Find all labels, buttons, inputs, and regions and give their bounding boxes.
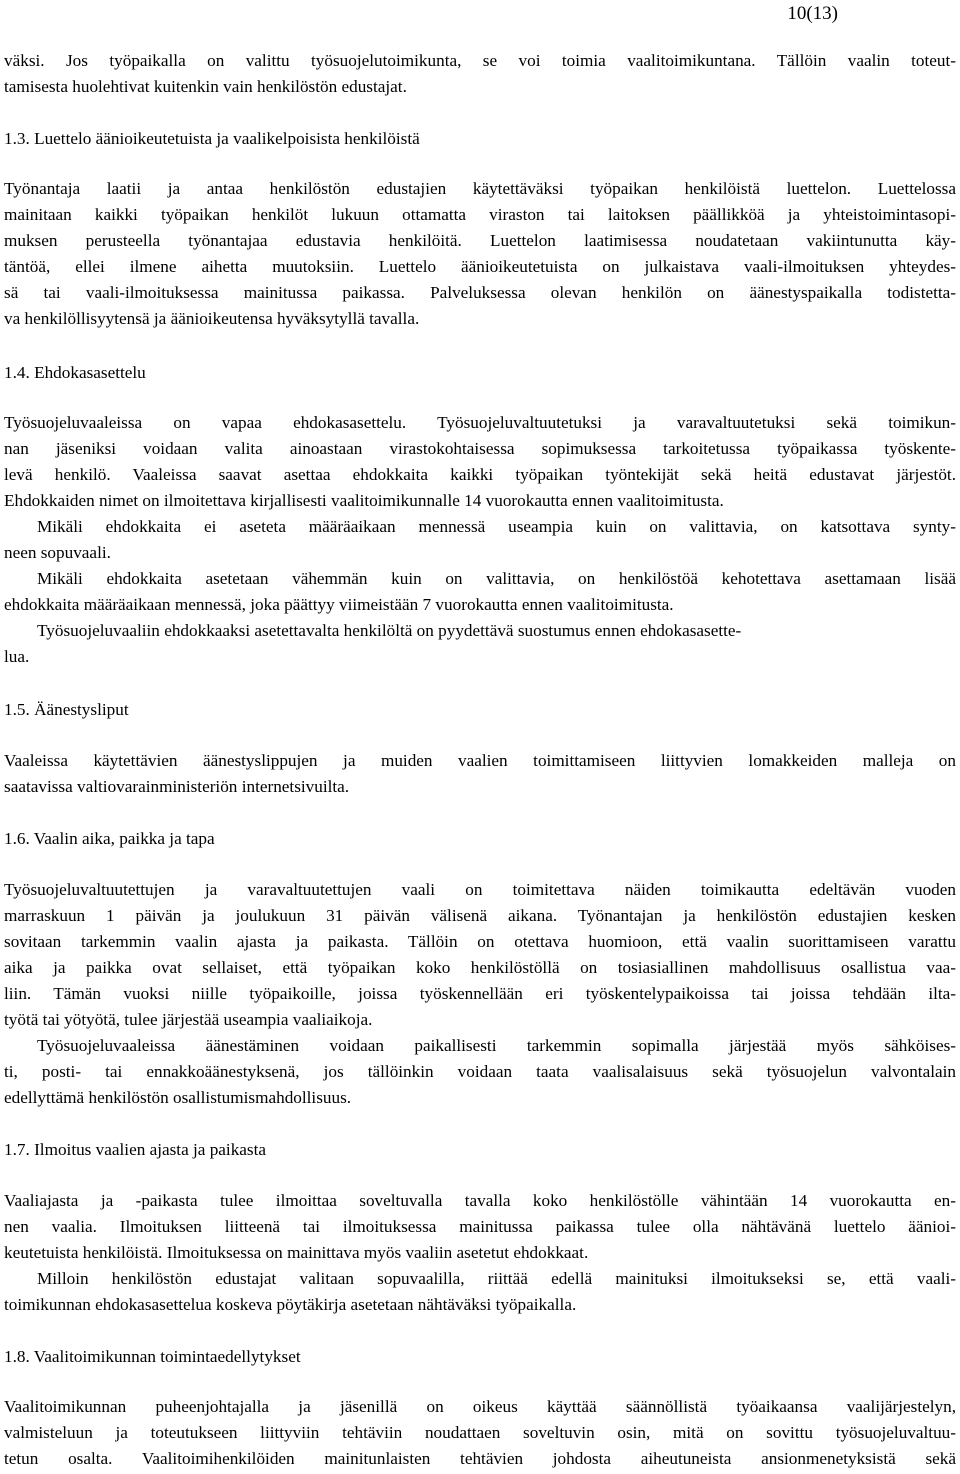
page-number: 10(13) bbox=[787, 3, 838, 24]
text-line: levä henkilö. Vaaleissa saavat asettaa ehdokkaita kaikki työpaikan työntekijät sekä heitä edustavat järjestöt. bbox=[4, 465, 956, 484]
section-heading: 1.7. Ilmoitus vaalien ajasta ja paikasta bbox=[4, 1140, 267, 1159]
text-line: Vaaleissa käytettävien äänestyslippujen ja muiden vaalien toimittamiseen liittyvien lomakkeiden malleja on bbox=[4, 751, 956, 770]
section-heading: 1.6. Vaalin aika, paikka ja tapa bbox=[4, 829, 215, 848]
text-line: Mikäli ehdokkaita asetetaan vähemmän kuin on valittavia, on henkilöstöä kehotettava asettamaan lisää bbox=[37, 569, 956, 588]
text-line: saatavissa valtiovarainministeriön internetsivuilta. bbox=[4, 777, 350, 796]
section-heading: 1.8. Vaalitoimikunnan toimintaedellytykset bbox=[4, 1347, 301, 1366]
text-line: ti, posti- tai ennakkoäänestyksenä, jos tällöinkin voidaan taata vaalisalaisuus sekä työsuojelun valvontalain bbox=[4, 1062, 956, 1081]
text-line: muksen perusteella työnantajaa edustavia henkilöitä. Luettelon laatimisessa noudatetaan vakiintunutta käy- bbox=[4, 231, 956, 250]
text-line: Työsuojeluvaaleissa äänestäminen voidaan paikallisesti tarkemmin sopimalla järjestää myös sähköises- bbox=[37, 1036, 956, 1055]
text-line: täntöä, ellei ilmene aihetta muutoksiin. Luettelo äänioikeutetuista on julkaistava vaali-ilmoituksen yhteydes- bbox=[4, 257, 956, 276]
text-line: edellyttämä henkilöstön osallistumismahdollisuus. bbox=[4, 1088, 352, 1107]
text-line: Vaalitoimikunnan puheenjohtajalla ja jäsenillä on oikeus käyttää säännöllistä työaikaansa vaalijärjestelyn, bbox=[4, 1397, 956, 1416]
text-line: Milloin henkilöstön edustajat valitaan sopuvaalilla, riittää edellä mainituksi ilmoitukseksi se, että vaali- bbox=[37, 1269, 956, 1288]
text-line: lua. bbox=[4, 647, 30, 666]
text-line: neen sopuvaali. bbox=[4, 543, 111, 562]
section-heading: 1.5. Äänestysliput bbox=[4, 700, 129, 719]
text-line: mainitaan kaikki työpaikan henkilöt lukuun ottamatta viraston tai laitoksen päällikköä ja yhteistoimintasopi- bbox=[4, 205, 956, 224]
text-line: Työsuojeluvaltuutettujen ja varavaltuutettujen vaali on toimitettava näiden toimikautta edeltävän vuoden bbox=[4, 880, 956, 899]
section-heading: 1.4. Ehdokasasettelu bbox=[4, 363, 146, 382]
text-line: Työsuojeluvaaliin ehdokkaaksi asetettavalta henkilöltä on pyydettävä suostumus ennen ehdokasasette- bbox=[37, 621, 742, 640]
text-line: marraskuun 1 päivän ja joulukuun 31 päivän välisenä aikana. Työnantajan ja henkilöstön edustajien kesken bbox=[4, 906, 956, 925]
text-line: Mikäli ehdokkaita ei aseteta määräaikaan mennessä useampia kuin on valittavia, on katsottava synty- bbox=[37, 517, 956, 536]
text-line: Ehdokkaiden nimet on ilmoitettava kirjallisesti vaalitoimikunnalle 14 vuorokautta ennen vaalitoimitusta. bbox=[4, 491, 724, 510]
text-line: nen vaalia. Ilmoituksen liitteenä tai ilmoituksessa mainitussa paikassa tulee olla nähtävänä luettelo äänioi- bbox=[4, 1217, 956, 1236]
text-line: ehdokkaita määräaikaan mennessä, joka päättyy viimeistään 7 vuorokautta ennen vaalitoimitusta. bbox=[4, 595, 674, 614]
text-line: va henkilöllisyytensä ja äänioikeutensa hyväksytyllä tavalla. bbox=[4, 309, 420, 328]
text-line: sä tai vaali-ilmoituksessa mainitussa paikassa. Palveluksessa olevan henkilön on äänestyspaikalla todistetta- bbox=[4, 283, 956, 302]
text-line: nan jäseniksi voidaan valita ainoastaan virastokohtaisessa sopimuksessa tarkoitetussa työpaikassa työskente- bbox=[4, 439, 956, 458]
text-line: työtä tai yötyötä, tulee järjestää useampia vaaliaikoja. bbox=[4, 1010, 373, 1029]
text-line: keutetuista henkilöistä. Ilmoituksessa on mainittava myös vaaliin asetetut ehdokkaat. bbox=[4, 1243, 589, 1262]
text-line: Työnantaja laatii ja antaa henkilöstön edustajien käytettäväksi työpaikan henkilöistä luettelon. Luettelossa bbox=[4, 179, 956, 198]
text-line: Työsuojeluvaaleissa on vapaa ehdokasasettelu. Työsuojeluvaltuutetuksi ja varavaltuutetuksi sekä toimikun- bbox=[4, 413, 956, 432]
text-line: aika ja paikka ovat sellaiset, että työpaikan koko henkilöstöllä on tosiasiallinen mahdollisuus osallistua vaa- bbox=[4, 958, 956, 977]
text-line: sovitaan tarkemmin vaalin ajasta ja paikasta. Tällöin on otettava huomioon, että vaalin suorittamiseen varattu bbox=[4, 932, 956, 951]
text-line: valmisteluun ja toteutukseen liittyviin tehtäviin noudattaen soveltuvin osin, mitä on sovittu työsuojeluvaltuu- bbox=[4, 1423, 956, 1442]
section-heading: 1.3. Luettelo äänioikeutetuista ja vaalikelpoisista henkilöistä bbox=[4, 129, 420, 148]
text-line: toimikunnan ehdokasasettelua koskeva pöytäkirja asetetaan nähtäväksi työpaikalla. bbox=[4, 1295, 577, 1314]
text-line: väksi. Jos työpaikalla on valittu työsuojelutoimikunta, se voi toimia vaalitoimikuntana. Tällöin vaalin toteut- bbox=[4, 51, 956, 70]
text-line: Vaaliajasta ja -paikasta tulee ilmoittaa soveltuvalla tavalla koko henkilöstölle vähintään 14 vuorokautta en- bbox=[4, 1191, 956, 1210]
text-line: tetun osalta. Vaalitoimihenkilöiden mainitunlaisten tehtävien johdosta aiheutuneista ansionmenetyksistä sekä bbox=[4, 1449, 956, 1468]
text-line: liin. Tämän vuoksi niille työpaikoille, joissa työskennellään eri työskentelypaikoissa tai joissa tehdään ilta- bbox=[4, 984, 956, 1003]
text-line: tamisesta huolehtivat kuitenkin vain henkilöstön edustajat. bbox=[4, 77, 407, 96]
